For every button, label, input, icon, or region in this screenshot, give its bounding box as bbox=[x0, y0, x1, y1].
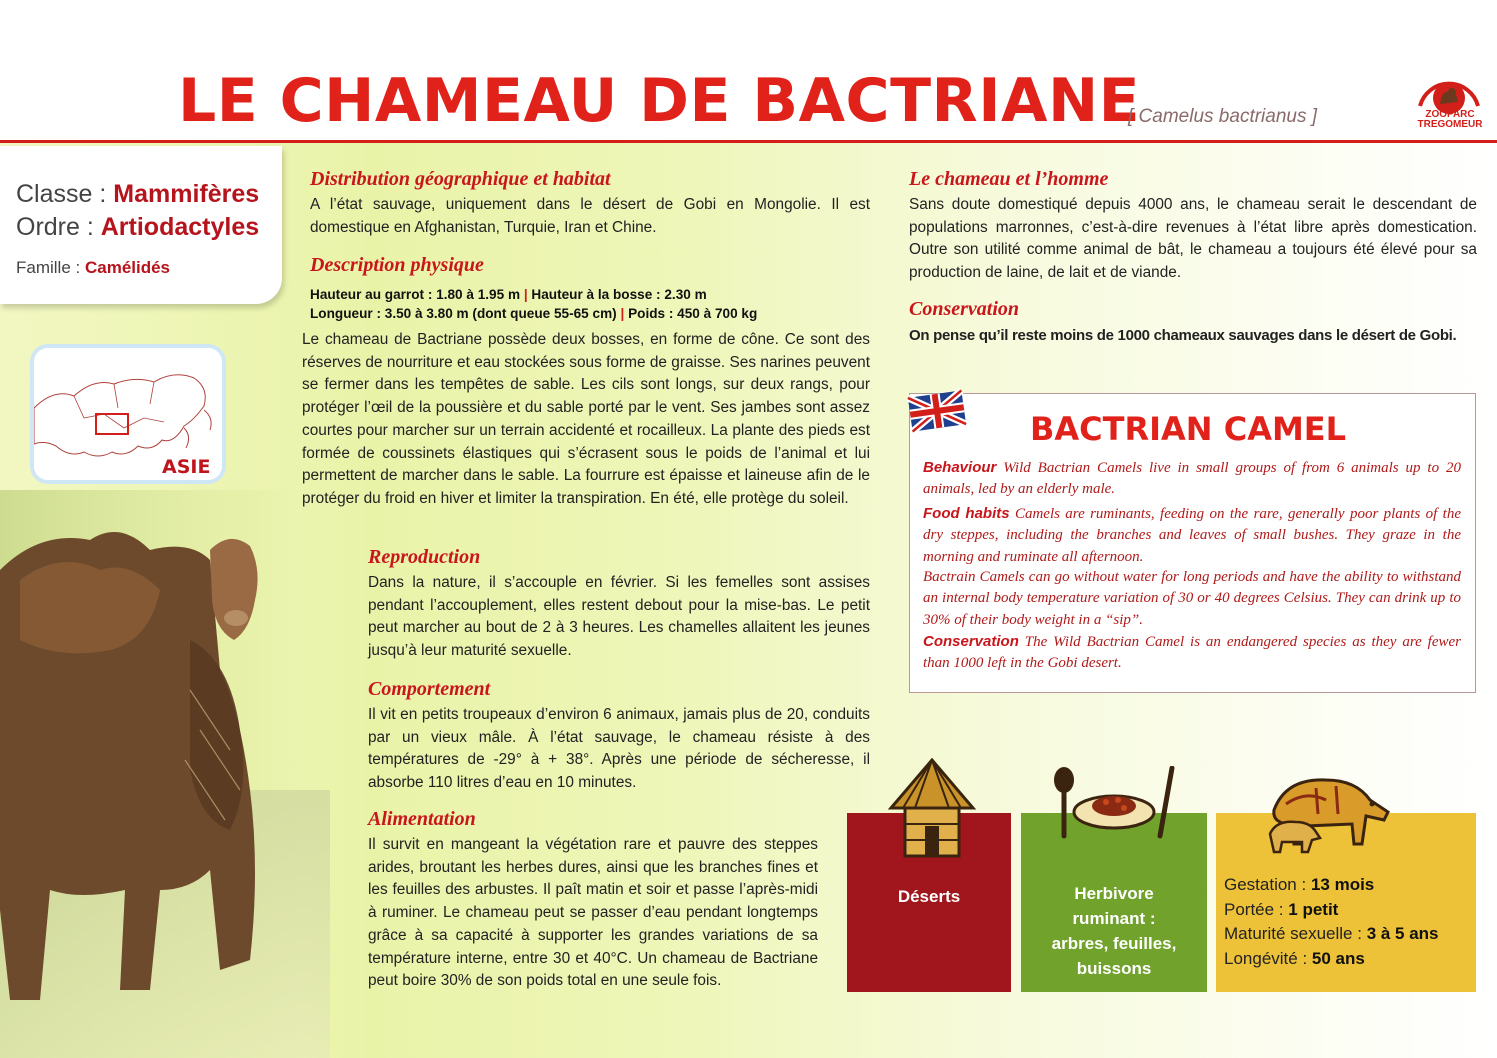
portee-row bbox=[1224, 898, 1439, 923]
english-behaviour bbox=[923, 457, 1461, 501]
habitat-value: Déserts bbox=[897, 887, 961, 906]
latin-name: [ Camelus bactrianus ] bbox=[1128, 106, 1318, 127]
stats-line-2 bbox=[310, 304, 757, 323]
portee-label: Portée : bbox=[1224, 899, 1284, 919]
behaviour-label: Behaviour bbox=[923, 459, 997, 476]
diet-line-3: arbres, feuilles, bbox=[1051, 934, 1177, 953]
stats-line-1 bbox=[310, 285, 707, 304]
homme-text: Sans doute domestiqué depuis 4000 ans, le chameau serait le descendant de populations marronnes, c’est-à-dire revenues à l’état libre après domestication. Outre son utilité comme animal de bât, le chameau a toujours été élevé pour sa production de laine, de lait et de viande. bbox=[909, 196, 1477, 282]
hut-icon bbox=[885, 758, 979, 862]
uk-flag-icon bbox=[906, 384, 968, 438]
alimentation-heading: Alimentation bbox=[368, 808, 476, 830]
longevite-row bbox=[1224, 947, 1439, 972]
english-title: BACTRIAN CAMEL bbox=[1030, 410, 1347, 448]
food-label: Food habits bbox=[923, 505, 1010, 522]
conservation-text: On pense qu’il reste moins de 1000 chameaux sauvages dans le désert de Gobi. bbox=[909, 327, 1457, 344]
english-conservation bbox=[923, 631, 1461, 675]
diet-text bbox=[1021, 881, 1207, 981]
animal-family-icon bbox=[1266, 770, 1392, 854]
conservation-en-text: The Wild Bactrian Camel is an endangered species as they are fewer than 1000 left in the Gobi desert. bbox=[923, 634, 1461, 672]
classification-card bbox=[0, 146, 282, 304]
description-text: Le chameau de Bactriane possède deux bosses, en forme de cône. Ce sont des réserves de nourriture et eau stockées sous forme de graisse. Ses narines peuvent se fermer dans les tempêtes de sable. Les cils sont longs, sur deux rangs, pour protéger l’œil de la poussière et du sable porté par le vent. Ses jambes sont assez courtes pour marcher sur un terrain accidenté et rocailleux. La plante des pieds est formée de coussinets élastiques qui s’écrasent sous le poids de l’animal et lui permettent de marcher dans le sable. La fourrure est épaisse et laineuse afin de le protéger du froid en hiver et limiter la transpiration. En été, elle protège du soleil. bbox=[302, 331, 870, 507]
longevite-value: 50 ans bbox=[1311, 948, 1365, 968]
english-water: Bactrain Camels can go without water for long periods and have the ability to withstand an internal body temperature variation of 30 or 40 degrees Celsius. They can drink up to 30% of their body weight in a “sip”. bbox=[923, 569, 1461, 628]
comportement-heading: Comportement bbox=[368, 678, 491, 700]
classe-label: Classe : bbox=[16, 180, 107, 208]
longevite-label: Longévité : bbox=[1224, 948, 1308, 968]
portee-value: 1 petit bbox=[1288, 899, 1339, 919]
stat-bosse: Hauteur à la bosse : 2.30 m bbox=[531, 287, 707, 302]
plate-icon bbox=[1048, 766, 1176, 846]
logo-wordmark bbox=[1410, 110, 1490, 130]
page-title: LE CHAMEAU DE BACTRIANE bbox=[178, 66, 1141, 136]
famille-value: Camélidés bbox=[84, 258, 171, 277]
conservation-label: Conservation bbox=[923, 633, 1019, 650]
english-food bbox=[923, 503, 1461, 568]
ordre-value: Artiodactyles bbox=[100, 213, 260, 241]
ordre-label: Ordre : bbox=[16, 213, 94, 241]
distribution-heading: Distribution géographique et habitat bbox=[310, 168, 611, 190]
classe-value: Mammifères bbox=[113, 180, 260, 208]
stat-poids: Poids : 450 à 700 kg bbox=[628, 306, 758, 321]
gestation-row bbox=[1224, 873, 1439, 898]
reproduction-facts bbox=[1224, 873, 1439, 971]
diet-line-1: Herbivore bbox=[1074, 884, 1154, 903]
diet-line-4: buissons bbox=[1076, 959, 1152, 978]
reproduction-heading: Reproduction bbox=[368, 546, 481, 568]
famille-row bbox=[16, 258, 170, 278]
map-label: ASIE bbox=[162, 456, 211, 478]
reproduction-text: Dans la nature, il s’accouple en février. Si les femelles sont assises pendant l’accouplement, elles restent debout pour la mise-bas. Le petit peut marcher au bout de 2 à 3 heures. Les chamelles allaitent les jeunes jusqu’à leur maturité sexuelle. bbox=[368, 574, 870, 660]
logo-place: TREGOMEUR bbox=[1417, 119, 1483, 130]
famille-label: Famille : bbox=[16, 258, 81, 277]
distribution-text: A l’état sauvage, uniquement dans le désert de Gobi en Mongolie. Il est domestique en Afghanistan, Turquie, Iran et Chine. bbox=[310, 196, 870, 236]
ordre-row bbox=[16, 213, 259, 242]
food-text: Camels are ruminants, feeding on the rare, generally poor plants of the dry steppes, including the branches and leaves of small bushes. They graze in the morning and ruminate all afternoon. bbox=[923, 506, 1461, 565]
alimentation-text: Il survit en mangeant la végétation rare et pauvre des steppes arides, broutant les herbes dures, ainsi que les branches fines et les feuilles des arbustes. Il paît matin et soir et passe l’après-midi à ruminer. Le chameau peut se passer d’eau pendant longtemps grâce à sa capacité à supporter les grandes variations de sa température interne, entre 30 et 40°C. Un chameau de Bactriane peut boire 30% de son poids total en une seule fois. bbox=[368, 836, 818, 990]
stat-separator: | bbox=[620, 306, 625, 321]
logo-name: ZOOPARC bbox=[1425, 109, 1475, 120]
stat-separator: | bbox=[523, 287, 528, 302]
diet-line-2: ruminant : bbox=[1072, 909, 1156, 928]
camel-photo bbox=[0, 490, 330, 1058]
description-heading: Description physique bbox=[310, 254, 484, 276]
comportement-text: Il vit en petits troupeaux d’environ 6 animaux, jamais plus de 20, conduits par un vieux mâle. À l’état sauvage, le chameau résiste à des températures de -29° à + 38°. Après une période de sécheresse, il absorbe 110 litres d’eau en 10 minutes. bbox=[368, 706, 870, 792]
gestation-value: 13 mois bbox=[1310, 875, 1375, 894]
gestation-label: Gestation : bbox=[1224, 875, 1307, 894]
conservation-heading: Conservation bbox=[909, 298, 1020, 320]
behaviour-text: Wild Bactrian Camels live in small groups of from 6 animals up to 20 animals, led by an elderly male. bbox=[923, 460, 1462, 498]
stat-longueur: Longueur : 3.50 à 3.80 m (dont queue 55-65 cm) bbox=[310, 306, 617, 321]
homme-heading: Le chameau et l’homme bbox=[909, 168, 1109, 190]
classe-row bbox=[16, 180, 259, 209]
stat-garrot: Hauteur au garrot : 1.80 à 1.95 m bbox=[310, 287, 521, 302]
maturite-row bbox=[1224, 922, 1439, 947]
maturite-label: Maturité sexuelle : bbox=[1224, 924, 1362, 943]
header-divider bbox=[0, 140, 1497, 143]
maturite-value: 3 à 5 ans bbox=[1366, 924, 1439, 943]
